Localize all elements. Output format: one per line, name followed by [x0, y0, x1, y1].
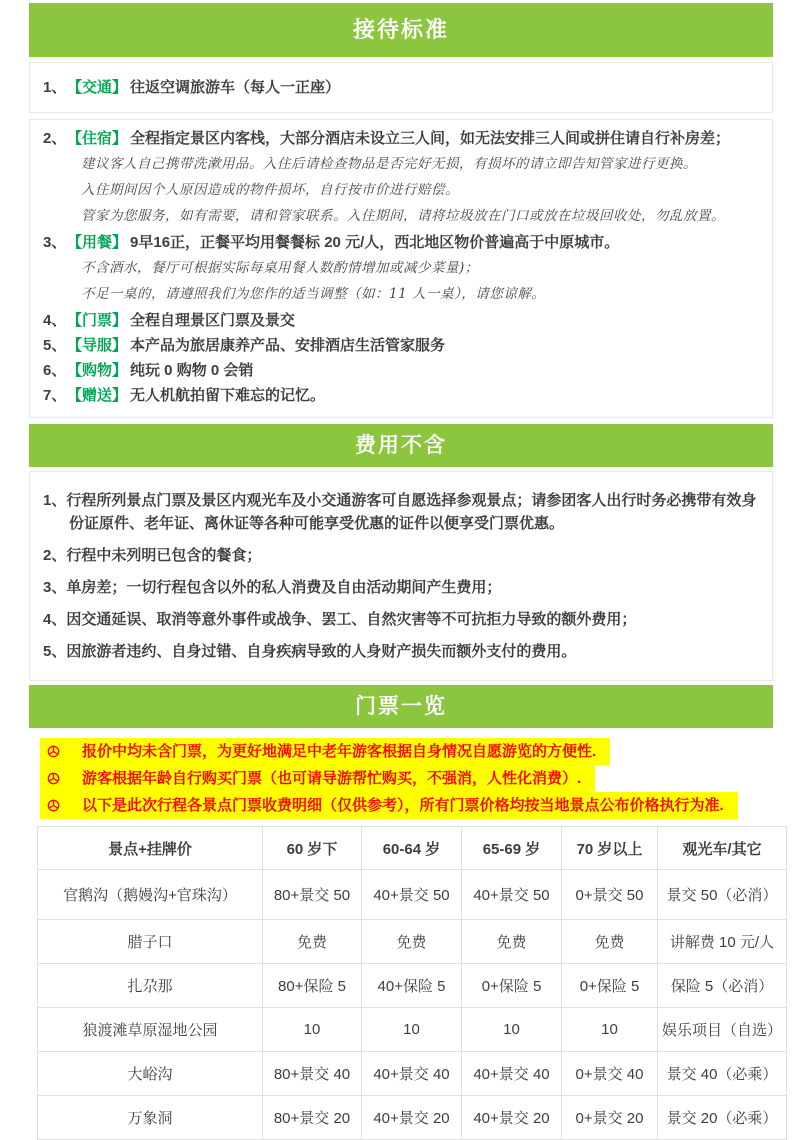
- item-number: 5、: [43, 337, 67, 354]
- table-cell: 10: [462, 1008, 562, 1052]
- list-item: [30, 233, 772, 252]
- warning-text: 游客根据年龄自行购买门票（也可请导游帮忙购买，不强消，人性化消费）.: [82, 770, 582, 787]
- list-item: 2、行程中未列明已包含的餐食；: [43, 547, 262, 564]
- warning-line: [40, 765, 773, 792]
- list-item: 1、行程所列景点门票及景区内观光车及小交通游客可自愿选择参观景点；请参团客人出行时务必携带有效身份证原件、老年证、离休证等各种可能享受优惠的证件以便享受门票优惠。: [43, 492, 757, 532]
- three-spoke-wheel-icon: [47, 745, 60, 758]
- item-note: 管家为您服务，如有需要，请和管家联系。入住期间，请将垃圾放在门口或放在垃圾回收处，勿乱放置。: [81, 208, 725, 224]
- table-cell: 0+景交 40: [562, 1052, 658, 1096]
- table-header-cell: 景点+挂牌价: [38, 827, 263, 870]
- item-tag: 【导服】: [67, 337, 128, 354]
- warning-text: 报价中均未含门票，为更好地满足中老年游客根据自身情况自愿游览的方便性.: [82, 743, 597, 760]
- table-cell: 0+保险 5: [562, 964, 658, 1008]
- item-text: 无人机航拍留下难忘的记忆。: [130, 387, 326, 404]
- section-title: 接待标准: [352, 17, 449, 42]
- table-row: [38, 964, 787, 1008]
- item-text: 全程自理景区门票及景交: [130, 312, 296, 329]
- list-item: [30, 361, 772, 380]
- table-cell: 免费: [263, 920, 362, 964]
- table-cell: 景交 50（必消）: [658, 870, 787, 920]
- list-item: [30, 386, 772, 405]
- table-cell: 景交 40（必乘）: [658, 1052, 787, 1096]
- section-title: 费用不含: [355, 434, 447, 457]
- item-text: 全程指定景区内客栈，大部分酒店未设立三人间，如无法安排三人间或拼住请自行补房差；: [130, 130, 731, 147]
- warning-line: [40, 792, 773, 819]
- table-cell: 官鹅沟（鹅嫚沟+官珠沟）: [38, 870, 263, 920]
- item-tag: 【用餐】: [67, 234, 128, 251]
- table-row: [38, 920, 787, 964]
- table-cell: 80+景交 40: [263, 1052, 362, 1096]
- item-number: 1、: [43, 79, 67, 96]
- table-cell: 40+景交 50: [462, 870, 562, 920]
- table-cell: 免费: [562, 920, 658, 964]
- item-text: 往返空调旅游车（每人一正座）: [130, 79, 341, 96]
- table-cell: 40+景交 40: [462, 1052, 562, 1096]
- table-cell: 80+景交 20: [263, 1096, 362, 1140]
- reception-items-box: [29, 119, 773, 418]
- table-cell: 0+保险 5: [462, 964, 562, 1008]
- table-cell: 扎尕那: [38, 964, 263, 1008]
- section-header-tickets: [29, 685, 773, 728]
- list-item: [30, 336, 772, 355]
- item-text: 纯玩 0 购物 0 会销: [130, 362, 254, 379]
- table-cell: 0+景交 50: [562, 870, 658, 920]
- table-cell: 免费: [462, 920, 562, 964]
- table-cell: 讲解费 10 元/人: [658, 920, 787, 964]
- list-item: 5、因旅游者违约、自身过错、自身疾病导致的人身财产损失而额外支付的费用。: [43, 643, 577, 660]
- warning-line: [40, 738, 773, 765]
- table-cell: 腊子口: [38, 920, 263, 964]
- table-header-cell: 65-69 岁: [462, 827, 562, 870]
- ticket-warnings: [40, 738, 773, 819]
- three-spoke-wheel-icon: [47, 772, 60, 785]
- exclusions-box: [29, 471, 773, 681]
- item-tag: 【门票】: [67, 312, 128, 329]
- list-item: [30, 78, 772, 97]
- table-cell: 40+景交 40: [362, 1052, 462, 1096]
- item-note: 建议客人自己携带洗漱用品。入住后请检查物品是否完好无损，有损坏的请立即告知管家进行更换。: [81, 156, 697, 172]
- item-note: 入住期间因个人原因造成的物件损坏，自行按市价进行赔偿。: [81, 182, 459, 198]
- item-tag: 【赠送】: [67, 387, 128, 404]
- item-tag: 【交通】: [67, 79, 128, 96]
- highlighted-warning: [40, 792, 738, 819]
- ticket-price-table: [37, 826, 787, 1140]
- item-number: 7、: [43, 387, 67, 404]
- table-row: [38, 1096, 787, 1140]
- table-cell: 免费: [362, 920, 462, 964]
- table-cell: 80+保险 5: [263, 964, 362, 1008]
- list-item: 4、因交通延误、取消等意外事件或战争、罢工、自然灾害等不可抗拒力导致的额外费用；: [43, 611, 637, 628]
- table-header-cell: 观光车/其它: [658, 827, 787, 870]
- table-cell: 大峪沟: [38, 1052, 263, 1096]
- section-header-reception: [29, 3, 773, 57]
- item-number: 4、: [43, 312, 67, 329]
- table-cell: 80+景交 50: [263, 870, 362, 920]
- table-row: [38, 1008, 787, 1052]
- table-cell: 10: [362, 1008, 462, 1052]
- table-cell: 0+景交 20: [562, 1096, 658, 1140]
- list-item: 3、单房差；一切行程包含以外的私人消费及自由活动期间产生费用；: [43, 579, 502, 596]
- three-spoke-wheel-icon: [47, 799, 60, 812]
- table-cell: 10: [562, 1008, 658, 1052]
- section-title: 门票一览: [355, 695, 447, 718]
- item-number: 2、: [43, 130, 67, 147]
- table-header-cell: 70 岁以上: [562, 827, 658, 870]
- table-header-cell: 60 岁下: [263, 827, 362, 870]
- table-cell: 保险 5（必消）: [658, 964, 787, 1008]
- table-cell: 万象洞: [38, 1096, 263, 1140]
- table-cell: 景交 20（必乘）: [658, 1096, 787, 1140]
- itinerary-page: [29, 3, 782, 1140]
- table-cell: 40+景交 20: [462, 1096, 562, 1140]
- highlighted-warning: [40, 765, 595, 792]
- item-tag: 【住宿】: [67, 130, 128, 147]
- table-header-cell: 60-64 岁: [362, 827, 462, 870]
- item-text: 本产品为旅居康养产品、安排酒店生活管家服务: [130, 337, 446, 354]
- table-cell: 40+景交 20: [362, 1096, 462, 1140]
- table-cell: 40+景交 50: [362, 870, 462, 920]
- list-item: [30, 129, 772, 148]
- table-cell: 娱乐项目（自选）: [658, 1008, 787, 1052]
- table-cell: 狼渡滩草原湿地公园: [38, 1008, 263, 1052]
- item-note: 不足一桌的，请遵照我们为您作的适当调整（如：11 人一桌），请您谅解。: [81, 286, 546, 302]
- warning-text: 以下是此次行程各景点门票收费明细（仅供参考），所有门票价格均按当地景点公布价格执行为准.: [82, 797, 724, 814]
- section-header-exclusions: [29, 424, 773, 467]
- highlighted-warning: [40, 738, 610, 765]
- list-item: [30, 311, 772, 330]
- table-header-row: [38, 827, 787, 870]
- table-cell: 10: [263, 1008, 362, 1052]
- table-cell: 40+保险 5: [362, 964, 462, 1008]
- table-row: [38, 870, 787, 920]
- item-note: 不含酒水，餐厅可根据实际每桌用餐人数酌情增加或减少菜量)；: [81, 260, 479, 276]
- item-number: 3、: [43, 234, 67, 251]
- item-number: 6、: [43, 362, 67, 379]
- reception-item-box-1: [29, 62, 773, 113]
- item-text: 9早16正，正餐平均用餐餐标 20 元/人，西北地区物价普遍高于中原城市。: [130, 234, 620, 251]
- table-row: [38, 1052, 787, 1096]
- item-tag: 【购物】: [67, 362, 128, 379]
